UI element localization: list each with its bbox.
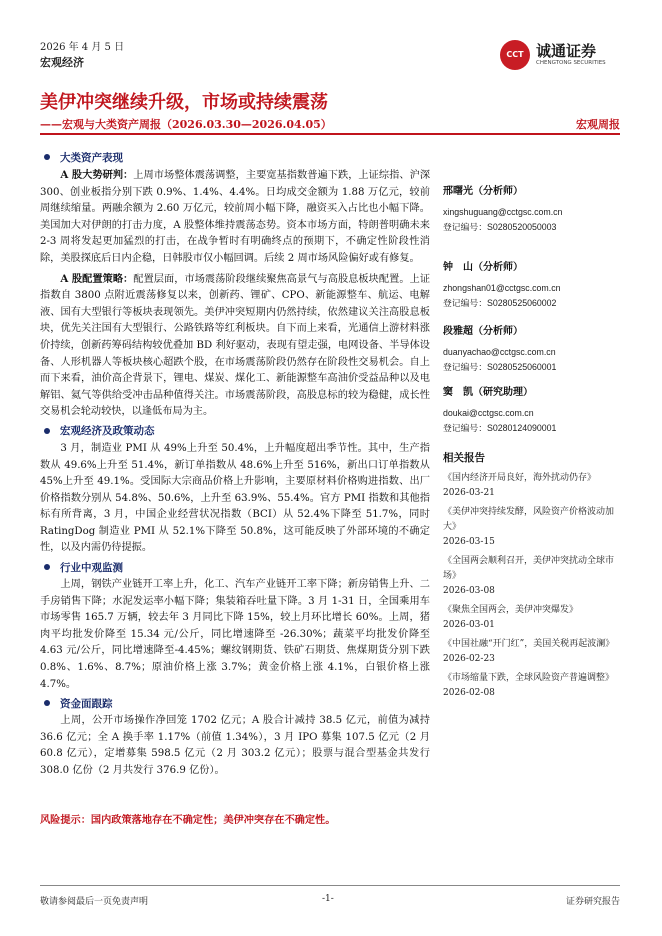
- paragraph: [40, 441, 430, 557]
- analyst-reg-number: 登记编号：S0280124090001: [443, 423, 557, 433]
- analyst-card: [443, 322, 623, 375]
- footer-report-label: 证券研究报告: [565, 897, 620, 907]
- related-report-item[interactable]: 《中国社融“开门红”，美国关税再起波澜》 2026-02-23: [443, 639, 615, 664]
- logo-english-name: CHENGTONG SECURITIES: [536, 60, 606, 66]
- page-number: -1-: [322, 894, 334, 904]
- section-heading: 行业中观监测: [60, 561, 123, 574]
- footer-divider: [40, 885, 620, 886]
- paragraph-text: 配置层面，市场震荡阶段继续聚焦高景气与高股息板块配置。上证指数自 3800 点附近震荡修复以来，创新药、锂矿、CPO、新能源整车、航运、电解液、国有大型银行等板块表现领先。美伊冲突短期内仍然持续，依然建议关注高股息板块，优先关注国有大型银行、公路铁路等红利板块。自下而上来看，光通信上游材料涨价持续，创新药筹码结构较优叠加 BD 利好驱动，表现有望走强，电网设备、半导体设备、人形机器人等板块核心超跌个股，在市场震荡阶段仍然存在阶段性交易机会。自上而下来看，油价高企背景下，锂电、煤炭、煤化工、新能源整车高油价受益品种以及电解铝、氦气等供给受冲击品种值得关注。市场震荡阶段，高股息标的较为稳健，成长性交易机会轮动较快，以逢低布局为主。: [40, 273, 431, 418]
- paragraph: [40, 271, 430, 421]
- analyst-reg-number: 登记编号：S0280525060001: [443, 362, 557, 372]
- paragraph-text: 3 月，制造业 PMI 从 49%上升至 50.4%，上升幅度超出季节性。其中，生产指数从 49.6%上升至 51.4%，新订单指数从 48.6%上升至 516%，新出口订单指数从 45%上升至 49.1%。受国际大宗商品价格上升影响，主要原材料价格购进指数、出厂价格指数分别从 54.8%、50.6%，上升至 63.9%、55.4%。官方 PMI 指数和其他指标有所背离，3 月，中国企业经营状况指数（BCI）从 52.4%下降至 51.7%，同时 RatingDog 制造业 PMI 从 52.1%下降至 50.8%，这可能反映了外部环境的不确定性，以及内需仍待提振。: [40, 442, 430, 554]
- report-type: 宏观周报: [576, 118, 620, 131]
- related-report-item[interactable]: 《国内经济开局良好，海外扰动仍存》 2026-03-21: [443, 473, 597, 498]
- paragraph: [40, 577, 430, 693]
- report-date: 2026 年 4 月 5 日: [40, 42, 125, 53]
- risk-note: 风险提示：国内政策落地存在不确定性；美伊冲突存在不确定性。: [40, 814, 336, 826]
- report-subtitle: ——宏观与大类资产周报（2026.03.30—2026.04.05）: [40, 118, 332, 131]
- related-report-item[interactable]: 《市场缩量下跌，全球风险资产普遍调整》 2026-02-08: [443, 673, 615, 698]
- analyst-reg-number: 登记编号：S0280520050003: [443, 222, 557, 232]
- report-category: 宏观经济: [40, 56, 84, 69]
- analyst-name: 邢曙光（分析师）: [443, 186, 523, 197]
- paragraph-lead: A 股大势研判：: [60, 169, 134, 181]
- bullet-icon: [44, 564, 50, 570]
- section-asset-performance: [40, 150, 430, 421]
- analyst-email[interactable]: duanyachao@cctgsc.com.cn: [443, 347, 556, 357]
- paragraph-text: 上周，钢铁产业链开工率上升，化工、汽车产业链开工率下降；新房销售上升、二手房销售下降；水泥发运率小幅下降；集装箱吞吐量下降。3 月 1-31 日，全国乘用车市场零售 165.7 万辆，较去年 3 月同比下降 15%，较上月环比增长 60%。上周，猪肉平均批发价降至 15.34 元/公斤，同比增速降至 -26.30%；蔬菜平均批发价降至 4.63 元/公斤，同比增速降至-4.45%；螺纹钢期货、铁矿石期货、焦煤期货分别下跌 0.8%、1.6%、8.7%；原油价格上涨 3.7%；黄金价格上涨 4.1%，白银价格上涨 4.7%。: [40, 579, 430, 690]
- analyst-name: 窦 凯（研究助理）: [443, 387, 533, 398]
- analyst-card: [443, 182, 623, 235]
- analyst-name: 钟 山（分析师）: [443, 262, 523, 273]
- footer-disclaimer: 敬请参阅最后一页免责声明: [40, 897, 149, 907]
- header-divider: [40, 133, 620, 135]
- section-liquidity: [40, 696, 430, 779]
- bullet-icon: [44, 428, 50, 434]
- logo-name: 诚通证券: [536, 42, 597, 60]
- paragraph: [40, 713, 430, 779]
- analyst-card: [443, 383, 623, 436]
- analyst-name: 段雅超（分析师）: [443, 326, 523, 337]
- related-report-item[interactable]: 《全国两会顺利召开，美伊冲突扰动全球市场》 2026-03-08: [443, 556, 615, 596]
- bullet-icon: [44, 154, 50, 160]
- section-heading: 资金面跟踪: [60, 697, 113, 710]
- paragraph-text: 上周市场整体震荡调整，主要宽基指数普遍下跌，上证综指、沪深 300、创业板指分别下跌 0.9%、1.4%、4.4%。日均成交金额为 1.88 万亿元，较前周继续缩量。两融余额为 2.60 万亿元，较前周小幅下降，融资买入占比也小幅下降。美国加大对伊朗的打击力度，A 股整体维持震荡态势。资本市场方面，特朗普明确未来 2-3 周将发起更加猛烈的打击，在战争暂时有明确终点的预期下，不确定性阶段性消除，美股探底后日内企稳，日韩股市仅小幅回调。后续 2 周市场风险偏好或有修复。: [40, 170, 431, 264]
- analyst-card: [443, 258, 623, 311]
- related-reports-title: 相关报告: [443, 452, 485, 464]
- bullet-icon: [44, 700, 50, 706]
- section-macro-policy: [40, 424, 430, 557]
- analyst-email[interactable]: doukai@cctgsc.com.cn: [443, 408, 534, 418]
- main-content: [40, 150, 430, 783]
- related-report-item[interactable]: 《聚焦全国两会，美伊冲突爆发》 2026-03-01: [443, 605, 579, 630]
- section-heading: 大类资产表现: [60, 151, 123, 164]
- report-title: 美伊冲突继续升级，市场或持续震荡: [40, 92, 328, 113]
- analyst-email[interactable]: zhongshan01@cctgsc.com.cn: [443, 283, 561, 293]
- paragraph-lead: A 股配置策略：: [60, 272, 134, 285]
- related-report-item[interactable]: 《美伊冲突持续发酵，风险资产价格波动加大》 2026-03-15: [443, 507, 615, 547]
- related-reports: [443, 450, 623, 705]
- section-industry-monitor: [40, 560, 430, 693]
- paragraph-text: 上周，公开市场操作净回笼 1702 亿元；A 股合计减持 38.5 亿元，前值为减持 36.6 亿元；全 A 换手率 1.17%（前值 1.34%），3 月 IPO 募集 107.5 亿元（2 月 60.8 亿元），定增募集 598.5 亿元（2 月 303.2 亿元）；股票与混合型基金共发行 308.0 亿份（2 月共发行 376.9 亿份）。: [40, 715, 430, 776]
- logo-mark-icon: CCT: [500, 40, 530, 70]
- company-logo: [500, 38, 620, 74]
- analyst-email[interactable]: xingshuguang@cctgsc.com.cn: [443, 207, 563, 217]
- section-heading: 宏观经济及政策动态: [60, 425, 155, 438]
- paragraph: [40, 167, 430, 268]
- analyst-reg-number: 登记编号：S0280525060002: [443, 298, 557, 308]
